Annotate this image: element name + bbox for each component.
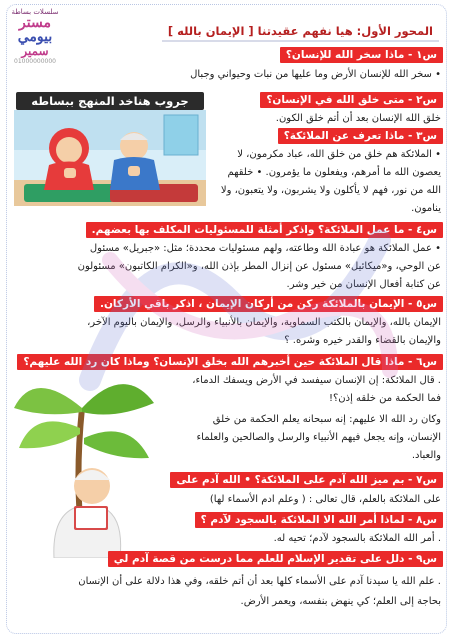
question-7: س٧ - بم ميز الله آدم على الملائكة؟ • الله آدم على <box>170 472 443 488</box>
answer-6-line-3: وكان رد الله الا عليهم: إنه سبحانه يعلم الحكمة من خلق <box>212 414 441 425</box>
question-4: س٤ - ما عمل الملائكة؟ واذكر أمثلة للمسئوليات المكلف بها بعضهم. <box>86 222 443 238</box>
answer-4-line-1: • عمل الملائكة هو عبادة الله وطاعته، ولهم مسئوليات محددة؛ مثل: «جبريل» مسئول <box>89 243 441 254</box>
answer-3-line-2: يعصون الله ما أمرهم، ويفعلون ما يؤمرون. • خلقهم <box>227 167 441 178</box>
answer-8-line-1: . أمر الله الملائكة بالسجود لآدم؛ تحيه له. <box>273 533 441 544</box>
question-5: س٥ - الإيمان بالملائكة ركن من أركان الإيمان ، اذكر باقي الأركان. <box>94 296 443 312</box>
answer-2-line-1: خلق الله الإنسان بعد أن أتم خلق الكون. <box>275 113 441 124</box>
page-title: المحور الأول: هيا نفهم عقيدتنا [ الإيمان بالله ] <box>162 22 439 42</box>
question-3: س٣ - ماذا تعرف عن الملائكة؟ <box>278 128 443 144</box>
logo-line-3: بيومي <box>17 29 53 45</box>
answer-9-line-1: . علم الله يا سيدنا آدم على الأسماء كلها بعد أن أتم خلقه، وفي هذا دلالة على أن الإنسان <box>78 576 441 587</box>
question-2: س٢ - متى خلق الله في الإنسان؟ <box>260 92 443 108</box>
brand-logo <box>6 8 64 65</box>
logo-line-1: سلسلات بساطة <box>11 8 59 16</box>
answer-6-line-4: الإنسان، وإنه يجعل فيهم الأنبياء والرسل والصالحين والعلماء <box>196 432 441 443</box>
answer-5-line-1: الإيمان بالله، والإيمان بالكتب السماوية، والإيمان بالأنبياء والرسل، والإيمان باليوم الآخر، <box>87 317 441 328</box>
boy-reading-image <box>14 368 154 558</box>
group-banner: جروب هناخد المنهج ببساطه <box>16 92 204 110</box>
logo-line-4: سمير <box>21 44 49 58</box>
answer-4-line-2: عن الوحي، و«ميكائيل» مسئول عن إنزال المطر بإذن الله، و«الكرام الكاتبون» مسئولون <box>77 261 441 272</box>
answer-7-line-1: على الملائكة بالعلم، قال تعالى : ( وعلم ادم الأسماء لها) <box>209 494 441 505</box>
children-praying-image <box>14 110 206 206</box>
answer-3-line-3: الله من نور، فهم لا يأكلون ولا يشربون، ولا يتعبون، ولا <box>220 185 441 196</box>
answer-3-line-1: • الملائكة هم خلق من خلق الله، عباد مكرمون، لا <box>237 149 441 160</box>
question-9: س٩ - دلل على تقدير الإسلام للعلم مما درست من قصة آدم لي <box>108 551 443 567</box>
question-8: س٨ - لماذا أمر الله الا الملائكة بالسجود لآدم ؟ <box>195 512 443 528</box>
answer-5-line-2: والإيمان بالقضاء والقدر خيره وشره. ؟ <box>284 335 441 346</box>
logo-line-2: مستر <box>19 15 51 31</box>
answer-6-line-1: . قال الملائكة: إن الإنسان سيفسد في الأرض ويسفك الدماء، <box>192 375 441 386</box>
answer-6-line-2: فما الحكمة من خلقه إذن؟! <box>328 393 441 404</box>
answer-1-line-1: • سخر الله للإنسان الأرض وما عليها من نبات وحيواني وجبال <box>190 69 441 80</box>
question-1: س١ - ماذا سخر الله للإنسان؟ <box>280 47 443 63</box>
answer-4-line-3: عن كتابة أفعال الإنسان من خير وشر. <box>286 279 441 290</box>
logo-line-5: 01000000000 <box>14 58 56 65</box>
answer-6-line-5: والعباد. <box>411 450 441 461</box>
answer-3-line-4: ينامون. <box>411 203 441 214</box>
question-6: س٦ - ماذا قال الملائكة حين أخبرهم الله بخلق الإنسان؟ وماذا كان رد الله عليهم؟ <box>17 354 443 370</box>
answer-9-line-2: بحاجة إلى العلم؛ كي ينهض بنفسه، ويعمر الأرض. <box>240 596 441 607</box>
